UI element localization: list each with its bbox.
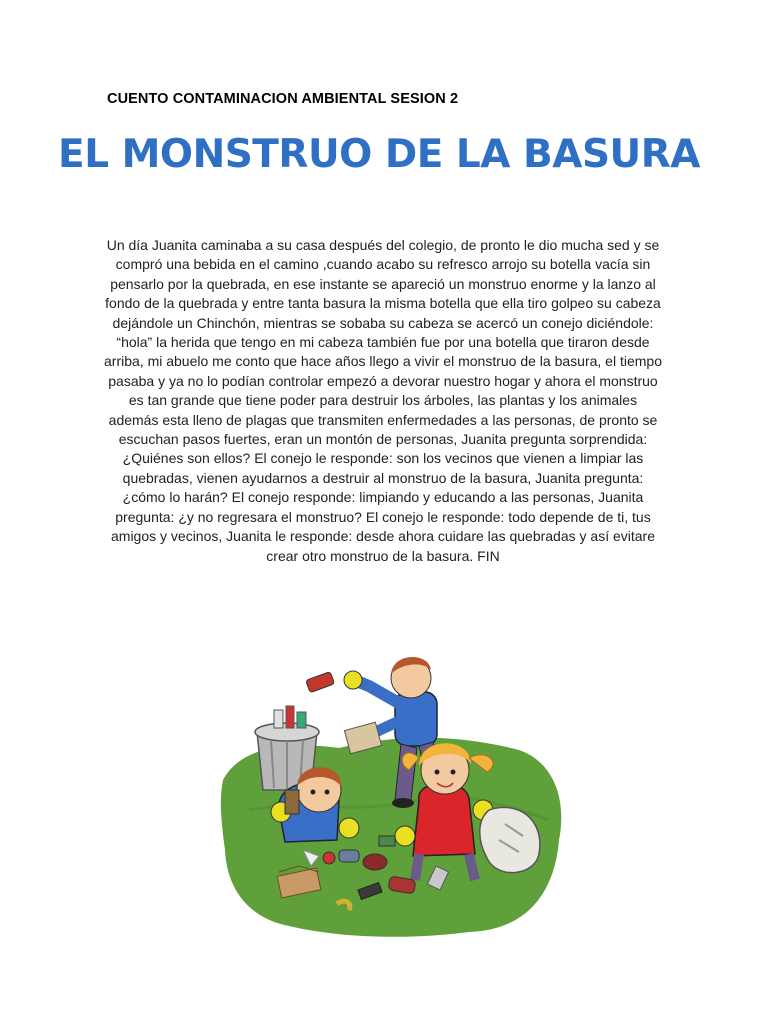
document-subtitle: CUENTO CONTAMINACION AMBIENTAL SESION 2 bbox=[107, 91, 459, 107]
document-title: EL MONSTRUO DE LA BASURA bbox=[58, 132, 700, 177]
children-cleaning-trash-illustration bbox=[219, 640, 567, 940]
flying-can-icon bbox=[306, 672, 335, 693]
story-paragraph: Un día Juanita caminaba a su casa después del colegio, de pronto le dio mucha sed y se compró una bebida en el camino ,cuando acabo su refresco arrojo su botella vacía sin pensarlo por la quebrada, en ese instante se apareció un monstruo enorme y la lanzo al fondo de la quebrada y entre tanta basura la misma botella que ella tiro golpeo su cabeza dejándole un Chinchón, mientras se sobaba su cabeza se acercó un conejo diciéndole: “hola” la herida que tengo en mi cabeza también fue por una botella que tiraron desde arriba, mi abuelo me conto que hace años llego a vivir el monstruo de la basura, el tiempo pasaba y ya no lo podían controlar empezó a devorar nuestro hogar y ahora el monstruo es tan grande que tiene poder para destruir los árboles, las plantas y los animales además esta lleno de plagas que transmiten enfermedades a las personas, de pronto se escuchan pasos fuertes, eran un montón de personas, Juanita pregunta sorprendida: ¿Quiénes son ellos? El conejo le responde: son los vecinos que vienen a limpiar las quebradas, vienen ayudarnos a destruir al monstruo de la basura, Juanita pregunta: ¿cómo lo harán? El conejo responde: limpiando y educando a las personas, Juanita pregunta: ¿y no regresara el monstruo? El conejo le responde: todo depende de ti, tus amigos y vecinos, Juanita le responde: desde ahora cuidare las quebradas y así evitare crear otro monstruo de la basura. FIN bbox=[104, 237, 662, 564]
